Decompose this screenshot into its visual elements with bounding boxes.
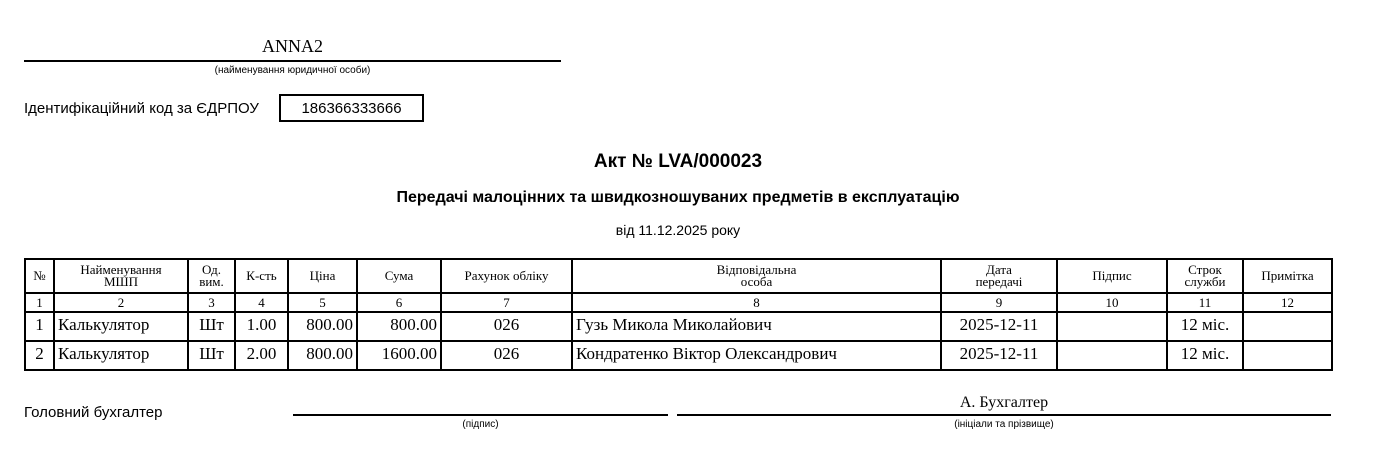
header-unit [188,259,235,293]
cell-num: 2 [25,341,54,370]
header-name [54,259,188,293]
organization-name: ANNA2 [262,36,323,56]
cell-term: 12 міс. [1167,341,1243,370]
header-responsible-line2: особа [740,274,773,289]
header-responsible [572,259,941,293]
cell-unit: Шт [188,341,235,370]
cell-price: 800.00 [288,312,357,341]
signature-line [293,414,668,416]
organization-caption: (найменування юридичної особи) [214,65,371,76]
column-number-row [25,293,1332,312]
cell-account: 026 [441,312,572,341]
table-row [25,312,1332,341]
header-sum: Сума [357,259,441,293]
column-number: 11 [1167,293,1243,312]
column-number: 6 [357,293,441,312]
column-number: 7 [441,293,572,312]
header-name-line1: Найменування [80,262,162,277]
cell-responsible: Гузь Микола Миколайович [572,312,941,341]
signature-caption: (підпис) [462,419,499,430]
header-term-line2: служби [1184,274,1226,289]
chief-accountant-label: Головний бухгалтер [24,404,163,421]
header-date-line1: Дата [986,262,1012,277]
cell-signature [1057,312,1167,341]
cell-account: 026 [441,341,572,370]
header-price: Ціна [288,259,357,293]
column-number: 3 [188,293,235,312]
header-qty: К-сть [235,259,288,293]
table-header-row [25,259,1332,293]
document-subtitle: Передачі малоцінних та швидкозношуваних предметів в експлуатацію [396,189,960,206]
cell-num: 1 [25,312,54,341]
cell-responsible: Кондратенко Віктор Олександрович [572,341,941,370]
column-number: 2 [54,293,188,312]
name-caption: (ініціали та прізвище) [954,419,1054,430]
name-line [677,414,1331,416]
edrpou-code-box [279,94,424,122]
cell-note [1243,312,1332,341]
items-table [24,258,1333,371]
accountant-name: А. Бухгалтер [959,394,1049,411]
header-name-line2: МШП [103,274,139,289]
header-signature: Підпис [1057,259,1167,293]
table-row [25,341,1332,370]
header-num: № [25,259,54,293]
cell-qty: 2.00 [235,341,288,370]
organization-underline [24,60,561,62]
cell-unit: Шт [188,312,235,341]
cell-date: 2025-12-11 [941,312,1057,341]
cell-name: Калькулятор [54,341,188,370]
header-unit-line2: вим. [199,274,224,289]
cell-sum: 1600.00 [357,341,441,370]
cell-signature [1057,341,1167,370]
column-number: 4 [235,293,288,312]
cell-term: 12 міс. [1167,312,1243,341]
header-account: Рахунок обліку [441,259,572,293]
header-date-line2: передачі [975,274,1023,289]
column-number: 1 [25,293,54,312]
header-responsible-line1: Відповідальна [716,262,797,277]
cell-sum: 800.00 [357,312,441,341]
header-term [1167,259,1243,293]
header-term-line1: Строк [1188,262,1222,277]
column-number: 8 [572,293,941,312]
cell-price: 800.00 [288,341,357,370]
document-title: Акт № LVA/000023 [593,151,763,172]
document-date: від 11.12.2025 року [615,222,741,238]
cell-note [1243,341,1332,370]
header-note: Примітка [1243,259,1332,293]
cell-name: Калькулятор [54,312,188,341]
column-number: 10 [1057,293,1167,312]
edrpou-label: Ідентифікаційний код за ЄДРПОУ [24,100,259,117]
header-unit-line1: Од. [201,262,222,277]
edrpou-code: 186366333666 [301,99,402,117]
cell-date: 2025-12-11 [941,341,1057,370]
column-number: 9 [941,293,1057,312]
column-number: 5 [288,293,357,312]
cell-qty: 1.00 [235,312,288,341]
header-date [941,259,1057,293]
column-number: 12 [1243,293,1332,312]
